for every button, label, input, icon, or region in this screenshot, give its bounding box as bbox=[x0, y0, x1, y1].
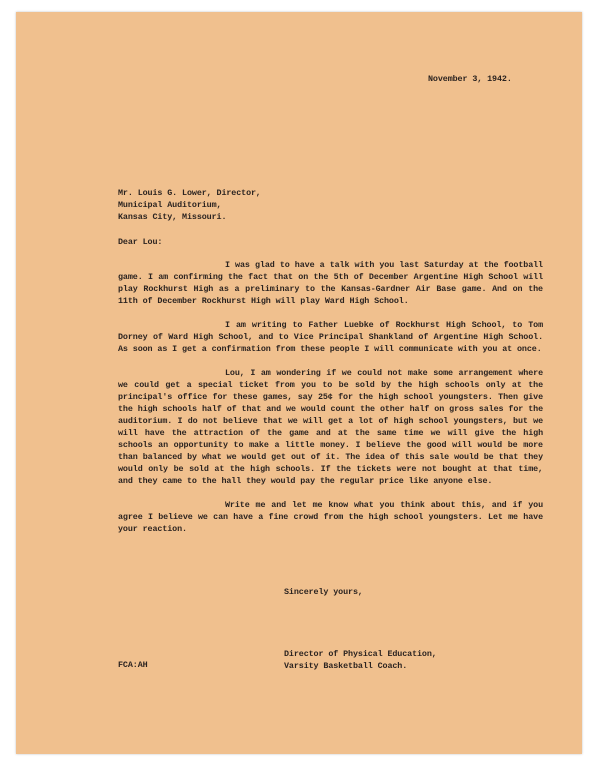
recipient-line: Municipal Auditorium, bbox=[118, 200, 222, 210]
body-paragraph: I am writing to Father Luebke of Rockhurst High School, to Tom Dorney of Ward High School, and to Vice Principal Shankland of Argentine High School. As soon as I get a confirmation from these people I will communicate with you at once. bbox=[118, 320, 543, 354]
signature-title: Director of Physical Education, bbox=[284, 649, 437, 659]
body-paragraph: Write me and let me know what you think about this, and if you agree I believe we can have a fine crowd from the high school youngsters. Let me have your reaction. bbox=[118, 500, 543, 534]
salutation: Dear Lou: bbox=[118, 237, 163, 247]
letter-body bbox=[118, 259, 543, 547]
signature-title: Varsity Basketball Coach. bbox=[284, 661, 408, 671]
recipient-address bbox=[118, 187, 261, 223]
body-paragraph: Lou, I am wondering if we could not make some arrangement where we could get a special ticket from you to be sold by the high schools only at the principal's office for these games, say 25¢ for the high school youngsters. Then give the high schools half of that and we would count the other half on gross sales for the auditorium. I do not believe that we will get a lot of high school youngsters, but we will have the attraction of the game and at the same time we will give the high schools an opportunity to make a little money. I believe the good will would be more than balanced by what we would get out of it. The idea of this sale would be that they would only be sold at the high schools. If the tickets were not bought at that time, and they came to the hall they would pay the regular price like anyone else. bbox=[118, 368, 543, 486]
recipient-line: Kansas City, Missouri. bbox=[118, 212, 227, 222]
closing: Sincerely yours, bbox=[284, 587, 363, 597]
recipient-line: Mr. Louis G. Lower, Director, bbox=[118, 188, 261, 198]
letter-date: November 3, 1942. bbox=[428, 74, 512, 84]
signature-block bbox=[284, 648, 437, 672]
reference-initials: FCA:AH bbox=[118, 660, 148, 670]
letter-page bbox=[16, 12, 582, 754]
body-paragraph: I was glad to have a talk with you last Saturday at the football game. I am confirming the fact that on the 5th of December Argentine High School will play Rockhurst High as a preliminary to the Kansas-Gardner Air Base game. And on the 11th of December Rockhurst High will play Ward High School. bbox=[118, 260, 543, 306]
